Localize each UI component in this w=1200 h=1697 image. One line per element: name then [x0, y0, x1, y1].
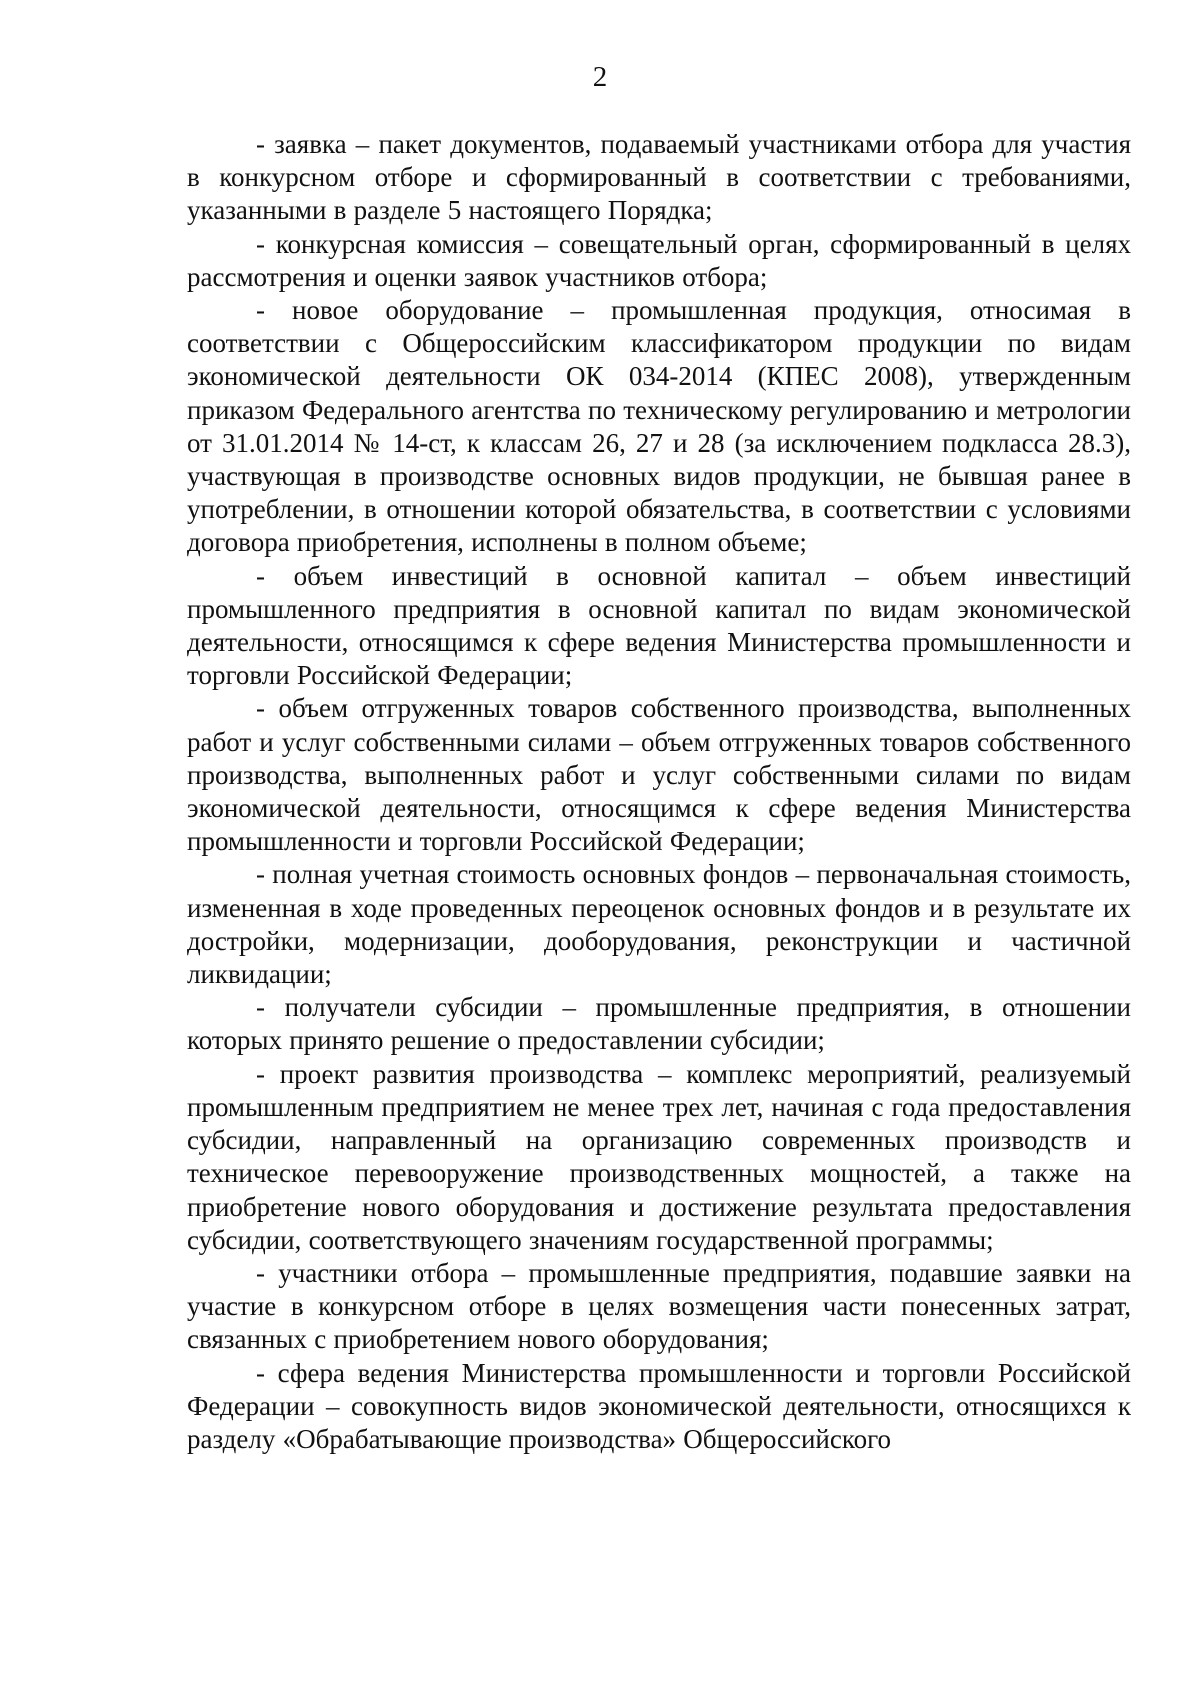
document-body — [187, 128, 1131, 1456]
definition-obem-investitsiy: - объем инвестиций в основной капитал – объем инвестиций промышленного предприятия в основной капитал по видам экономической деятельности, относящимся к сфере ведения Министерства промышленности и торговли Российской Федерации; — [187, 560, 1131, 691]
definition-obem-otgruzhennykh-tovarov: - объем отгруженных товаров собственного производства, выполненных работ и услуг собственными силами – объем отгруженных товаров собственного производства, выполненных работ и услуг собственными силами по видам экономической деятельности, относящимся к сфере ведения Министерства промышленности и торговли Российской Федерации; — [187, 693, 1131, 857]
definition-proekt-razvitiya: - проект развития производства – комплекс мероприятий, реализуемый промышленным предприятием не менее трех лет, начиная с года предоставления субсидии, направленный на организацию современных производств и техническое перевооружение производственных мощностей, а также на приобретение нового оборудования и достижение результата предоставления субсидии, соответствующего значениям государственной программы; — [187, 1058, 1131, 1255]
definition-zayavka: - заявка – пакет документов, подаваемый участниками отбора для участия в конкурсном отборе и сформированный в соответствии с требованиями, указанными в разделе 5 настоящего Порядка; — [187, 129, 1131, 226]
definition-polnaya-uchetnaya-stoimost: - полная учетная стоимость основных фондов – первоначальная стоимость, измененная в ходе проведенных переоценок основных фондов и в результате их достройки, модернизации, дооборудования, реконструкции и частичной ликвидации; — [187, 859, 1131, 990]
definition-konkursnaya-komissiya: - конкурсная комиссия – совещательный орган, сформированный в целях рассмотрения и оценки заявок участников отбора; — [187, 228, 1131, 292]
definition-sfera-vedeniya: - сфера ведения Министерства промышленности и торговли Российской Федерации – совокупность видов экономической деятельности, относящихся к разделу «Обрабатывающие производства» Общероссийского — [187, 1357, 1131, 1454]
definition-uchastniki-otbora: - участники отбора – промышленные предприятия, подавшие заявки на участие в конкурсном отборе в целях возмещения части понесенных затрат, связанных с приобретением нового оборудования; — [187, 1257, 1131, 1355]
definition-novoe-oborudovanie: - новое оборудование – промышленная продукция, относимая в соответствии с Общероссийским классификатором продукции по видам экономической деятельности ОК 034-2014 (КПЕС 2008), утвержденным приказом Федерального агентства по техническому регулированию и метрологии от 31.01.2014 № 14-ст, к классам 26, 27 и 28 (за исключением подкласса 28.3), участвующая в производстве основных видов продукции, не бывшая ранее в употреблении, в отношении которой обязательства, в соответствии с условиями договора приобретения, исполнены в полном объеме; — [187, 295, 1131, 558]
page-number: 2 — [592, 61, 608, 93]
definition-poluchateli-subsidii: - получатели субсидии – промышленные предприятия, в отношении которых принято решение о предоставлении субсидии; — [187, 992, 1131, 1056]
